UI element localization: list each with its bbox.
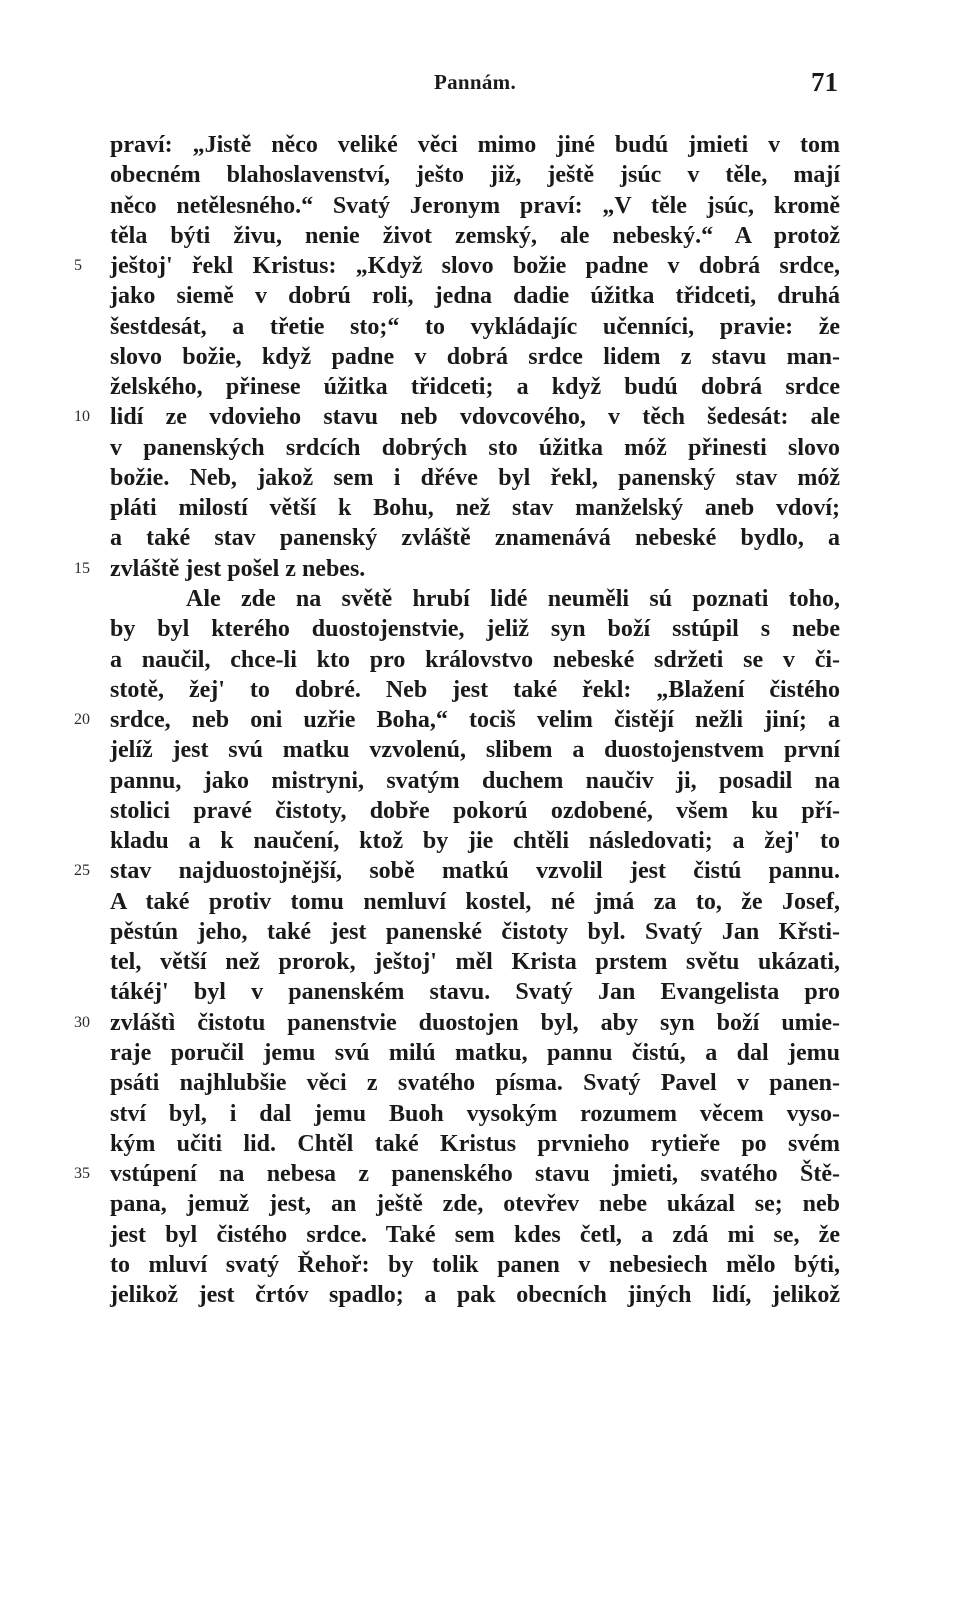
text-line <box>110 1189 840 1219</box>
line-text: zvláštì čistotu panenstvie duostojen byl, aby syn boží umie- <box>110 1009 840 1036</box>
line-text: a naučil, chce-li kto pro královstvo nebeské sdržeti se v či- <box>110 646 840 673</box>
line-text: pláti milostí větší k Bohu, než stav manželský aneb vdoví; <box>110 495 840 522</box>
line-text: obecném blahoslavenství, ješto již, ještě jsúc v těle, mají <box>110 162 840 189</box>
text-line <box>74 402 840 432</box>
running-head <box>110 67 840 104</box>
line-text: praví: „Jistě něco veliké věci mimo jiné budú jmieti v tom <box>110 132 840 158</box>
text-line <box>74 251 840 281</box>
text-line <box>110 221 840 251</box>
line-number: 25 <box>74 862 90 880</box>
line-text: těla býti živu, nenie život zemský, ale nebeský.“ A protož <box>110 222 840 249</box>
text-line <box>110 917 840 947</box>
line-text: srdce, neb oni uzřie Boha,“ tociš velim čistějí nežli jiní; a <box>110 707 840 734</box>
text-line <box>110 887 840 917</box>
text-line <box>110 766 840 796</box>
line-text: Ale zde na světě hrubí lidé neuměli sú poznati toho, <box>186 585 840 612</box>
text-line <box>110 1038 840 1068</box>
line-text: jelíž jest svú matku vzvolenú, slibem a duostojenstvem první <box>110 737 840 764</box>
line-number: 5 <box>74 257 82 275</box>
text-line <box>110 735 840 765</box>
line-text: stotě, žej' to dobré. Neb jest také řekl: „Blažení čistého <box>110 676 840 703</box>
line-text: tákéj' byl v panenském stavu. Svatý Jan Evangelista pro <box>110 979 840 1006</box>
line-number: 20 <box>74 711 90 729</box>
line-text: lidí ze vdovieho stavu neb vdovcového, v těch šedesát: ale <box>110 404 840 431</box>
line-text: v panenských srdcích dobrých sto úžitka móž přinesti slovo <box>110 434 840 461</box>
text-line <box>110 584 840 614</box>
line-text: božie. Neb, jakož sem i dřéve byl řekl, panenský stav móž <box>110 464 840 491</box>
line-text: pana, jemuž jest, an ještě zde, otevřev nebe ukázal se; neb <box>110 1191 840 1218</box>
line-text: ještoj' řekl Kristus: „Když slovo božie padne v dobrá srdce, <box>110 253 840 280</box>
line-number: 35 <box>74 1165 90 1183</box>
line-number: 10 <box>74 408 90 426</box>
text-line <box>110 281 840 311</box>
page-number: 71 <box>811 67 838 97</box>
text-line <box>110 977 840 1007</box>
line-number: 30 <box>74 1013 90 1031</box>
text-line <box>110 675 840 705</box>
text-line <box>110 1129 840 1159</box>
line-text: jako siemě v dobrú roli, jedna dadie úžitka třidceti, druhá <box>110 283 840 310</box>
line-text: pannu, jako mistryni, svatým duchem naučiv ji, posadil na <box>110 767 840 794</box>
line-text: raje poručil jemu svú milú matku, pannu čistú, a dal jemu <box>110 1039 840 1066</box>
line-text: A také protiv tomu nemluví kostel, né jmá za to, že Josef, <box>110 888 840 915</box>
text-line <box>110 1068 840 1098</box>
text-line <box>74 856 840 886</box>
line-text: by byl kterého duostojenstvie, jeliž syn boží sstúpil s nebe <box>110 616 840 643</box>
line-text: želského, přinese úžitka třidceti; a když budú dobrá srdce <box>110 374 840 401</box>
line-text: stav najduostojnější, sobě matkú vzvolil jest čistú pannu. <box>110 858 840 885</box>
running-title: Pannám. <box>433 70 517 94</box>
text-line <box>74 1008 840 1038</box>
line-text: stolici pravé čistoty, dobře pokorú ozdobené, všem ku pří- <box>110 797 840 824</box>
text-line <box>110 130 840 160</box>
line-text: to mluví svatý Řehoř: by tolik panen v nebesiech mělo býti, <box>110 1251 840 1278</box>
line-text: pěstún jeho, také jest panenské čistoty byl. Svatý Jan Křsti- <box>110 918 840 945</box>
text-line <box>110 645 840 675</box>
text-line <box>110 160 840 190</box>
line-text: vstúpení na nebesa z panenského stavu jmieti, svatého Ště- <box>110 1161 840 1188</box>
text-line <box>110 463 840 493</box>
text-line <box>110 947 840 977</box>
line-text: jest byl čistého srdce. Také sem kdes četl, a zdá mi se, že <box>110 1221 840 1248</box>
line-text: ství byl, i dal jemu Buoh vysokým rozumem věcem vyso- <box>110 1100 840 1127</box>
text-line <box>110 372 840 402</box>
line-text: psáti najhlubšie věci z svatého písma. Svatý Pavel v panen- <box>110 1070 840 1097</box>
text-line <box>110 1220 840 1250</box>
body-text <box>74 130 840 1310</box>
line-text: slovo božie, když padne v dobrá srdce lidem z stavu man- <box>110 343 840 370</box>
line-text: zvláště jest pošel z nebes. <box>110 555 366 582</box>
text-line <box>110 493 840 523</box>
text-line <box>110 1099 840 1129</box>
line-text: kým učiti lid. Chtěl také Kristus prvnieho rytieře po svém <box>110 1130 840 1157</box>
text-line <box>110 523 840 553</box>
text-line <box>74 705 840 735</box>
text-line <box>74 1159 840 1189</box>
text-line <box>110 312 840 342</box>
line-text: něco netělesného.“ Svatý Jeronym praví: „V těle jsúc, kromě <box>110 192 840 219</box>
text-line <box>110 796 840 826</box>
text-line <box>110 1250 840 1280</box>
text-line <box>74 554 840 584</box>
line-number: 15 <box>74 559 90 577</box>
line-text: kladu a k naučení, ktož by jie chtěli následovati; a žej' to <box>110 828 840 855</box>
line-text: šestdesát, a třetie sto;“ to vykládajíc učenníci, pravie: že <box>110 313 840 340</box>
text-line <box>110 826 840 856</box>
line-text: tel, větší než prorok, ještoj' měl Krista prstem světu ukázati, <box>110 949 840 976</box>
text-line <box>110 1280 840 1310</box>
text-line <box>110 342 840 372</box>
text-line <box>110 191 840 221</box>
line-text: jelikož jest črtóv spadlo; a pak obecních jiných lidí, jelikož <box>110 1282 840 1309</box>
text-line <box>110 614 840 644</box>
text-line <box>110 433 840 463</box>
line-text: a také stav panenský zvláště znamenává nebeské bydlo, a <box>110 525 840 552</box>
